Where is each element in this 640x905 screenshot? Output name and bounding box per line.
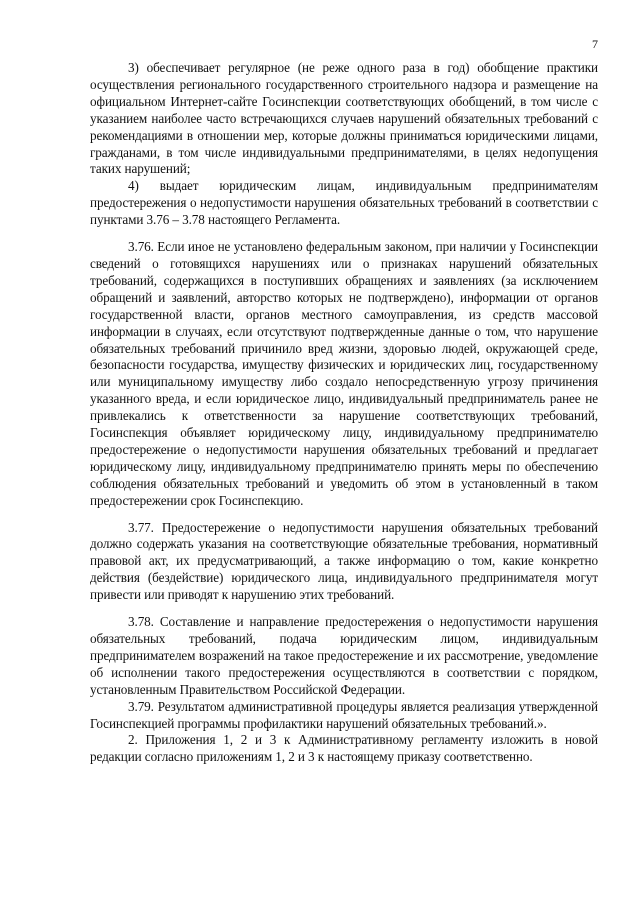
- paragraph-item-3: 3) обеспечивает регулярное (не реже одного раза в год) обобщение практики осуществления регионального государственного строительного надзора и размещение на официальном Интернет-сайте Госинспекции соответствующих обобщений, в том числе с указанием наиболее часто встречающихся случаев нарушений обязательных требований с рекомендациями в отношении мер, которые должны приниматься юридическими лицами, гражданами, в том числе индивидуальными предпринимателями, в целях недопущения таких нарушений;: [90, 60, 598, 177]
- paragraph-3-76: 3.76. Если иное не установлено федеральным законом, при наличии у Госинспекции сведений о готовящихся нарушениях или о признаках нарушений обязательных требований, содержащихся в поступивших обращениях и заявлениях (за исключением обращений и заявлений, авторство которых не подтверждено), информации от органов государственной власти, органов местного самоуправления, из средств массовой информации в случаях, если отсутствуют подтвержденные данные о том, что нарушение обязательных требований причинило вред жизни, здоровью людей, окружающей среде, безопасности государства, имуществу физических и юридических лиц, государственному или муниципальному имуществу либо создало непосредственную угрозу причинения указанного вреда, и если юридическое лицо, индивидуальный предприниматель ранее не привлекались к ответственности за нарушение соответствующих требований, Госинспекция объявляет юридическому лицу, индивидуальному предпринимателю предостережение о недопустимости нарушения обязательных требований и предлагает юридическому лицу, индивидуальному предпринимателю принять меры по обеспечению соблюдения обязательных требований и уведомить об этом в установленный в таком предостережении срок Госинспекцию.: [90, 239, 598, 508]
- paragraph-item-4: 4) выдает юридическим лицам, индивидуальным предпринимателям предостережения о недопустимости нарушения обязательных требований в соответствии с пунктами 3.76 – 3.78 настоящего Регламента.: [90, 178, 598, 228]
- paragraph-3-79: 3.79. Результатом административной процедуры является реализация утвержденной Госинспекцией программы профилактики нарушений обязательных требований.».: [90, 698, 598, 731]
- paragraph-3-77: 3.77. Предостережение о недопустимости нарушения обязательных требований должно содержать указания на соответствующие обязательные требования, нормативный правовой акт, их предусматривающий, а также информацию о том, какие конкретно действия (бездействие) юридического лица, индивидуального предпринимателя могут привести или приводят к нарушению этих требований.: [90, 519, 598, 603]
- document-body: [90, 60, 598, 766]
- page-number: 7: [592, 37, 598, 51]
- paragraph-point-2: 2. Приложения 1, 2 и 3 к Административному регламенту изложить в новой редакции согласно приложениям 1, 2 и 3 к настоящему приказу соответственно.: [90, 732, 598, 765]
- paragraph-3-78: 3.78. Составление и направление предостережения о недопустимости нарушения обязательных требований, подача юридическим лицом, индивидуальным предпринимателем возражений на такое предостережение и их рассмотрение, уведомление об исполнении такого предостережения осуществляются в соответствии с порядком, установленным Правительством Российской Федерации.: [90, 614, 598, 697]
